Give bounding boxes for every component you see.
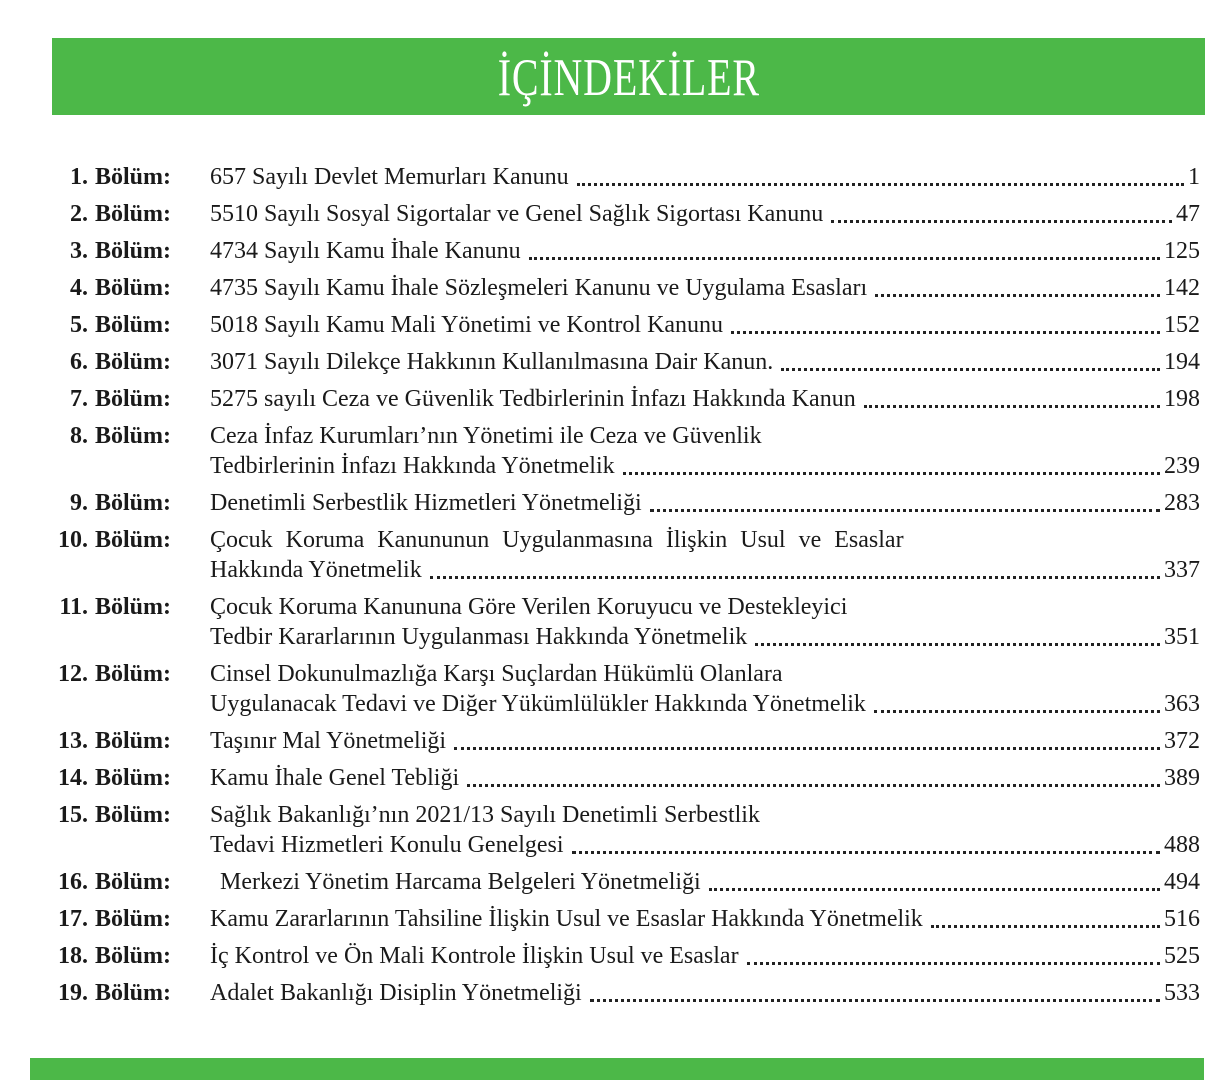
toc-line [210, 978, 1200, 1008]
toc-line [210, 162, 1200, 192]
toc-entry-number: 4. [70, 275, 88, 301]
dot-leader [755, 622, 1160, 646]
toc-page-number: 351 [1164, 624, 1200, 650]
toc-entry-label: Bölüm: [95, 201, 172, 227]
toc-entry-heading [42, 763, 210, 793]
toc-line [210, 199, 1200, 229]
toc-entry-number: 10. [58, 527, 88, 553]
toc-page-number: 142 [1164, 275, 1200, 301]
toc-entry-label: Bölüm: [95, 275, 172, 301]
toc-page-number: 194 [1164, 349, 1200, 375]
toc-line [210, 421, 1200, 451]
toc-entry-body [210, 800, 1200, 860]
dot-leader [747, 941, 1160, 965]
toc-entry-heading [42, 347, 210, 377]
toc-line-text: Tedbirlerinin İnfazı Hakkında Yönetmelik [210, 453, 615, 479]
toc-entry-label: Bölüm: [95, 802, 172, 828]
toc-line-text: Çocuk Koruma Kanununa Göre Verilen Koruyucu ve Destekleyici [210, 594, 848, 620]
toc-entry-body [210, 525, 1200, 585]
toc-entry-label: Bölüm: [95, 980, 172, 1006]
toc-page-number: 337 [1164, 557, 1200, 583]
toc-entry [42, 273, 1200, 303]
toc-line-text: 5510 Sayılı Sosyal Sigortalar ve Genel Sağlık Sigortası Kanunu [210, 201, 824, 227]
toc-entry [42, 867, 1200, 897]
toc-entry-label: Bölüm: [95, 943, 172, 969]
toc-entry [42, 904, 1200, 934]
toc-page-number: 283 [1164, 490, 1200, 516]
toc-entry-body [210, 941, 1200, 971]
toc-entry-heading [42, 978, 210, 1008]
toc-line [210, 726, 1200, 756]
toc-line-text: Taşınır Mal Yönetmeliği [210, 728, 447, 754]
toc-line-text: İç Kontrol ve Ön Mali Kontrole İlişkin Usul ve Esaslar [210, 943, 739, 969]
toc-line [210, 384, 1200, 414]
toc-entry-heading [42, 310, 210, 340]
toc-entry-number: 11. [59, 594, 88, 620]
toc-line-text: Tedbir Kararlarının Uygulanması Hakkında Yönetmelik [210, 624, 748, 650]
toc-line [210, 347, 1200, 377]
toc-entry [42, 310, 1200, 340]
dot-leader [731, 310, 1160, 334]
toc-page-number: 494 [1164, 869, 1200, 895]
toc-line [210, 310, 1200, 340]
toc-entry [42, 488, 1200, 518]
toc-entry-body [210, 199, 1200, 229]
toc-entry [42, 384, 1200, 414]
toc-page-number: 152 [1164, 312, 1200, 338]
toc-entry-label: Bölüm: [95, 490, 172, 516]
toc-line-text: Adalet Bakanlığı Disiplin Yönetmeliği [210, 980, 582, 1006]
toc-line [210, 592, 1200, 622]
toc-page-number: 47 [1176, 201, 1200, 227]
toc-line [210, 689, 1200, 719]
toc-entry-body [210, 592, 1200, 652]
dot-leader [874, 689, 1160, 713]
toc-entry-body [210, 659, 1200, 719]
toc-line [210, 867, 1200, 897]
dot-leader [650, 488, 1160, 512]
dot-leader [467, 763, 1160, 787]
toc-line [210, 273, 1200, 303]
toc-entry-body [210, 978, 1200, 1008]
toc-entry-number: 8. [70, 423, 88, 449]
toc-entry-body [210, 726, 1200, 756]
toc-entry-number: 2. [70, 201, 88, 227]
toc-line-text: Cinsel Dokunulmazlığa Karşı Suçlardan Hükümlü Olanlara [210, 661, 783, 687]
toc-entry [42, 726, 1200, 756]
toc-entry-number: 17. [58, 906, 88, 932]
toc-line-text: 5275 sayılı Ceza ve Güvenlik Tedbirlerinin İnfazı Hakkında Kanun [210, 386, 856, 412]
toc-entry-heading [42, 659, 210, 719]
dot-leader [623, 451, 1160, 475]
toc-entry-label: Bölüm: [95, 386, 172, 412]
dot-leader [577, 162, 1184, 186]
toc-entry-body [210, 904, 1200, 934]
toc-entry-number: 3. [70, 238, 88, 264]
toc-entry-heading [42, 199, 210, 229]
toc-page-number: 239 [1164, 453, 1200, 479]
toc-entry-label: Bölüm: [95, 906, 172, 932]
toc-entry-label: Bölüm: [95, 238, 172, 264]
toc-line [210, 941, 1200, 971]
dot-leader [931, 904, 1160, 928]
toc-entry-heading [42, 726, 210, 756]
dot-leader [709, 867, 1160, 891]
toc-entry-body [210, 347, 1200, 377]
toc-entry-heading [42, 421, 210, 481]
toc-entry-label: Bölüm: [95, 765, 172, 791]
dot-leader [875, 273, 1160, 297]
toc-entry-heading [42, 592, 210, 652]
toc-line [210, 236, 1200, 266]
toc-entry-number: 7. [70, 386, 88, 412]
toc-page-number: 488 [1164, 832, 1200, 858]
toc-line [210, 555, 1200, 585]
dot-leader [454, 726, 1160, 750]
toc-line [210, 525, 1200, 555]
toc-line [210, 800, 1200, 830]
toc-line [210, 904, 1200, 934]
toc-entry-body [210, 867, 1200, 897]
toc-line-text: Merkezi Yönetim Harcama Belgeleri Yönetmeliği [220, 869, 701, 895]
toc-entry-body [210, 421, 1200, 481]
toc-line-text: Tedavi Hizmetleri Konulu Genelgesi [210, 832, 564, 858]
toc-entry-heading [42, 941, 210, 971]
toc-entry-number: 6. [70, 349, 88, 375]
toc-line-text: Sağlık Bakanlığı’nın 2021/13 Sayılı Denetimli Serbestlik [210, 802, 760, 828]
toc-entry-label: Bölüm: [95, 312, 172, 338]
toc-entry-number: 14. [58, 765, 88, 791]
toc-entry-label: Bölüm: [95, 164, 172, 190]
toc-line-text: 4735 Sayılı Kamu İhale Sözleşmeleri Kanunu ve Uygulama Esasları [210, 275, 868, 301]
toc-list [42, 162, 1200, 1015]
toc-entry [42, 941, 1200, 971]
toc-entry [42, 763, 1200, 793]
toc-line [210, 830, 1200, 860]
toc-entry-body [210, 384, 1200, 414]
toc-line [210, 488, 1200, 518]
toc-line-text: Kamu Zararlarının Tahsiline İlişkin Usul ve Esaslar Hakkında Yönetmelik [210, 906, 923, 932]
toc-line-text: 3071 Sayılı Dilekçe Hakkının Kullanılmasına Dair Kanun. [210, 349, 774, 375]
toc-entry-number: 5. [70, 312, 88, 338]
toc-entry-heading [42, 384, 210, 414]
footer-bar [30, 1058, 1204, 1080]
toc-entry-heading [42, 273, 210, 303]
toc-line-text: Uygulanacak Tedavi ve Diğer Yükümlülükler Hakkında Yönetmelik [210, 691, 866, 717]
toc-entry-label: Bölüm: [95, 349, 172, 375]
toc-page-number: 198 [1164, 386, 1200, 412]
toc-entry [42, 162, 1200, 192]
toc-entry-label: Bölüm: [95, 423, 172, 449]
toc-entry [42, 978, 1200, 1008]
page-title: İÇİNDEKİLER [497, 47, 760, 106]
toc-entry-number: 16. [58, 869, 88, 895]
toc-entry-number: 18. [58, 943, 88, 969]
dot-leader [430, 555, 1160, 579]
toc-entry [42, 347, 1200, 377]
toc-page-number: 516 [1164, 906, 1200, 932]
toc-line-text: Kamu İhale Genel Tebliği [210, 765, 460, 791]
toc-entry-heading [42, 236, 210, 266]
toc-entry-number: 1. [70, 164, 88, 190]
dot-leader [864, 384, 1160, 408]
toc-entry-number: 12. [58, 661, 88, 687]
toc-line [210, 763, 1200, 793]
toc-entry-body [210, 310, 1200, 340]
toc-entry [42, 525, 1200, 585]
toc-entry-label: Bölüm: [95, 728, 172, 754]
toc-entry [42, 199, 1200, 229]
toc-entry-number: 15. [58, 802, 88, 828]
toc-entry-label: Bölüm: [95, 527, 172, 553]
toc-line-text: Çocuk Koruma Kanununun Uygulanmasına İlişkin Usul ve Esaslar [210, 527, 904, 553]
toc-line [210, 622, 1200, 652]
toc-entry-body [210, 273, 1200, 303]
toc-entry-number: 19. [58, 980, 88, 1006]
toc-entry [42, 236, 1200, 266]
toc-entry [42, 800, 1200, 860]
toc-entry-heading [42, 525, 210, 585]
toc-entry-number: 13. [58, 728, 88, 754]
toc-entry-label: Bölüm: [95, 661, 172, 687]
toc-entry [42, 659, 1200, 719]
header-bar [52, 38, 1205, 115]
toc-line-text: 4734 Sayılı Kamu İhale Kanunu [210, 238, 521, 264]
toc-line-text: Denetimli Serbestlik Hizmetleri Yönetmeliği [210, 490, 642, 516]
toc-page-number: 525 [1164, 943, 1200, 969]
toc-line [210, 659, 1200, 689]
toc-line-text: Hakkında Yönetmelik [210, 557, 422, 583]
toc-page-number: 363 [1164, 691, 1200, 717]
toc-entry-heading [42, 800, 210, 860]
toc-entry-number: 9. [70, 490, 88, 516]
toc-entry [42, 421, 1200, 481]
toc-line-text: Ceza İnfaz Kurumları’nın Yönetimi ile Ceza ve Güvenlik [210, 423, 762, 449]
toc-page-number: 372 [1164, 728, 1200, 754]
toc-entry-label: Bölüm: [95, 594, 172, 620]
toc-entry-heading [42, 867, 210, 897]
toc-entry-body [210, 763, 1200, 793]
toc-entry-body [210, 236, 1200, 266]
dot-leader [572, 830, 1160, 854]
dot-leader [831, 199, 1172, 223]
dot-leader [590, 978, 1160, 1002]
toc-page-number: 389 [1164, 765, 1200, 791]
toc-entry-body [210, 162, 1200, 192]
toc-line [210, 451, 1200, 481]
toc-line-text: 657 Sayılı Devlet Memurları Kanunu [210, 164, 569, 190]
toc-entry-label: Bölüm: [95, 869, 172, 895]
dot-leader [529, 236, 1160, 260]
toc-line-text: 5018 Sayılı Kamu Mali Yönetimi ve Kontrol Kanunu [210, 312, 724, 338]
toc-entry-heading [42, 904, 210, 934]
toc-entry [42, 592, 1200, 652]
dot-leader [781, 347, 1160, 371]
toc-page-number: 125 [1164, 238, 1200, 264]
toc-entry-body [210, 488, 1200, 518]
toc-page-number: 1 [1188, 164, 1200, 190]
toc-entry-heading [42, 488, 210, 518]
toc-page-number: 533 [1164, 980, 1200, 1006]
toc-entry-heading [42, 162, 210, 192]
